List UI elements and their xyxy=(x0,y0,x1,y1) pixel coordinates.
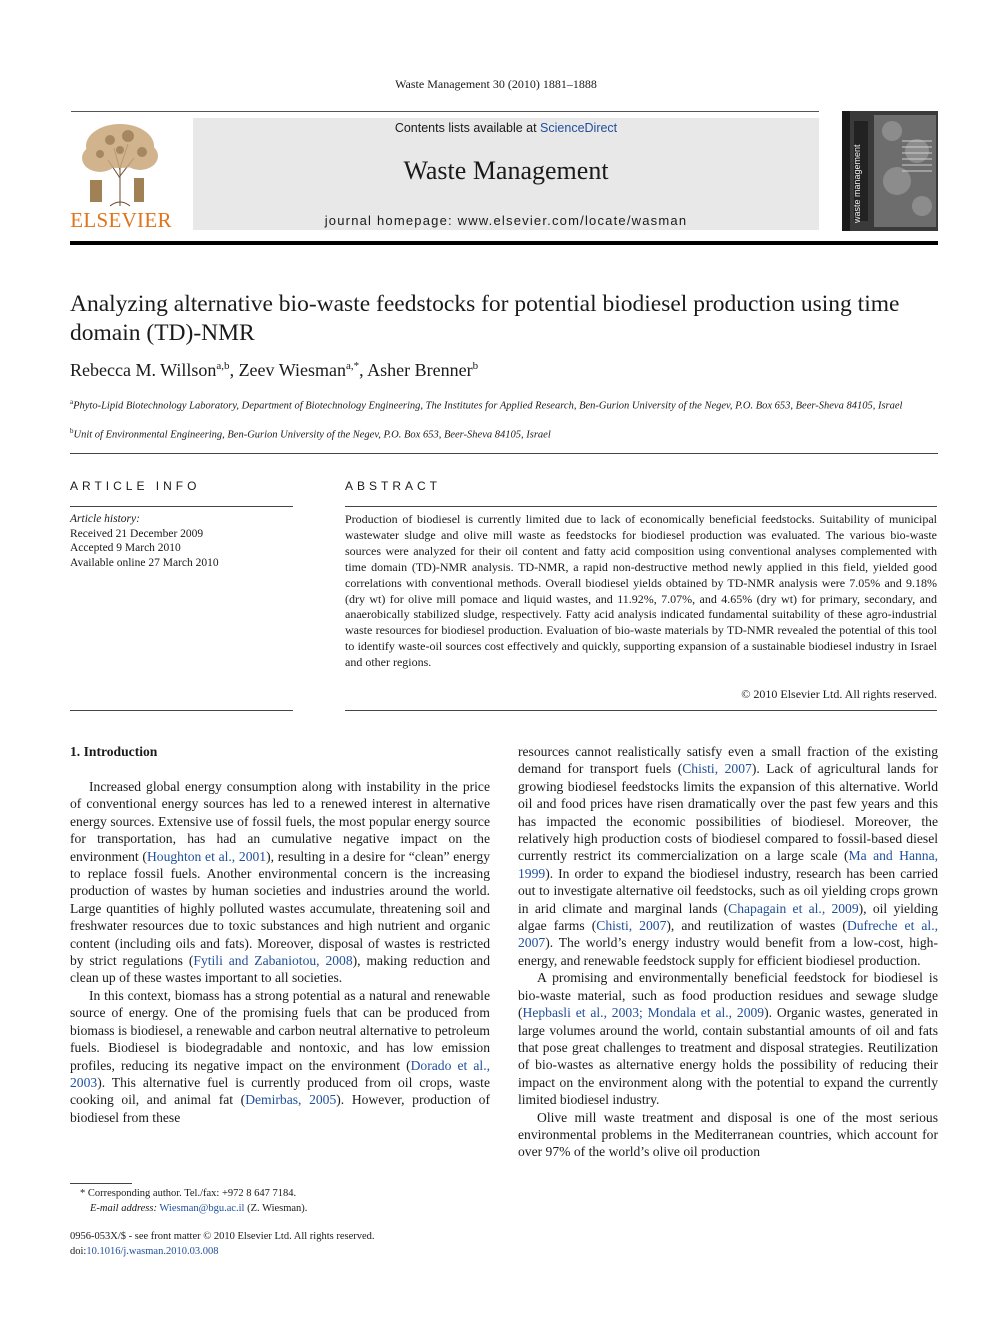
article-info-rule xyxy=(70,506,293,507)
article-history xyxy=(70,512,295,570)
elsevier-logo-text: ELSEVIER xyxy=(70,208,172,232)
email-link[interactable]: Wiesman@bgu.ac.il xyxy=(159,1203,245,1214)
doi-label: doi: xyxy=(70,1245,87,1257)
copyright-notice: © 2010 Elsevier Ltd. All rights reserved. xyxy=(741,687,937,701)
doi-link[interactable]: 10.1016/j.wasman.2010.03.008 xyxy=(86,1245,219,1257)
online-date: Available online 27 March 2010 xyxy=(70,556,219,569)
homepage-prefix: journal homepage: xyxy=(324,213,458,228)
journal-cover-image xyxy=(842,111,938,231)
paragraph-text: ), oil yielding algae farms ( xyxy=(518,900,938,934)
issn-line: 0956-053X/$ - see front matter © 2010 Elsevier Ltd. All rights reserved. xyxy=(70,1231,375,1242)
author-name: Asher Brenner xyxy=(367,360,473,380)
affiliation-text: Phyto-Lipid Biotechnology Laboratory, Department of Biotechnology Engineering, The Institutes for Applied Research, Ben-Gurion University of the Negev, P.O. Box 653, Beer-Sheva 84105, Israel xyxy=(73,400,903,412)
paragraph-text: ), resulting in a desire for “clean” energy to replace fossil fuels. Another environmental concern is the increasing production of wastes by human societies and industries around the world. Large quantities of highly polluted wastes accumulate, threatening soil and freshwater resources due to toxic substances and high nutrient and organic content (including oils and fats). Moreover, disposal of wastes is restricted by strict regulations ( xyxy=(70,848,490,969)
journal-homepage xyxy=(193,213,819,228)
body-column-left xyxy=(70,778,490,1126)
paragraph-text: resources cannot realistically satisfy even a small fraction of the existing demand for transport fuels ( xyxy=(518,744,938,777)
author-separator: , xyxy=(229,360,239,380)
body-paragraph xyxy=(70,778,490,987)
history-label: Article history: xyxy=(70,513,140,525)
citation-link[interactable]: Chapagain et al., 2009 xyxy=(728,900,859,916)
author-name: Rebecca M. Willson xyxy=(70,360,217,380)
article-info-heading: ARTICLE INFO xyxy=(70,479,201,493)
contents-line xyxy=(193,121,819,135)
body-paragraph xyxy=(70,987,490,1126)
citation-link[interactable]: Ma and Hanna, 1999 xyxy=(518,848,939,881)
header-thick-rule xyxy=(70,241,938,245)
body-paragraph xyxy=(518,1109,938,1161)
introduction-heading: 1. Introduction xyxy=(70,744,158,759)
paragraph-text: ). The world’s energy industry would benefit from a low-cost, high-energy, and renewable feedstock supply for efficient biodiesel production. xyxy=(518,935,938,968)
affiliation-marker: b xyxy=(70,427,74,435)
abstract-heading: ABSTRACT xyxy=(345,479,442,493)
cover-title-text: waste management xyxy=(852,144,862,223)
body-paragraph xyxy=(518,743,938,969)
author-name: Zeev Wiesman xyxy=(238,360,346,380)
page-footer xyxy=(70,1230,490,1259)
contents-prefix: Contents lists available at xyxy=(394,121,541,135)
author-affiliation-marker: a,b xyxy=(216,360,230,372)
accepted-date: Accepted 9 March 2010 xyxy=(70,542,181,554)
abstract-bottom-rule xyxy=(345,710,937,711)
citation-link[interactable]: Dufreche et al., 2007 xyxy=(518,918,939,951)
email-label: E-mail address: xyxy=(90,1203,157,1214)
citation-link[interactable]: Fytili and Zabaniotou, 2008 xyxy=(193,953,353,969)
received-date: Received 21 December 2009 xyxy=(70,527,204,540)
abstract-rule xyxy=(345,506,937,507)
corresponding-author-text: Corresponding author. Tel./fax: +972 8 647 7184. xyxy=(87,1188,297,1199)
body-paragraph xyxy=(518,969,938,1108)
paragraph-text: ). This alternative fuel is currently produced from oil crops, waste cooking oil, and animal fat ( xyxy=(70,1074,490,1108)
journal-title: Waste Management xyxy=(403,156,609,185)
paragraph-text: ). Lack of agricultural lands for growing biodiesel feedstocks limits the expansion of this alternative. World oil and food prices have risen dramatically over the past few years and this has impacted the economic possibilities of biodiesel. Moreover, the relatively high production costs of biodiesel compared to fossil-based diesel currently restrict its commercialization on a large scale ( xyxy=(518,761,939,864)
paragraph-text: ), making reduction and clean up of these wastes important to all societies. xyxy=(70,953,490,986)
corresponding-footnote xyxy=(70,1186,490,1216)
email-suffix: (Z. Wiesman). xyxy=(247,1203,308,1214)
article-info-bottom-rule xyxy=(70,710,293,711)
author-separator: , xyxy=(359,360,368,380)
author-affiliation-marker: b xyxy=(472,360,479,372)
journal-reference: Waste Management 30 (2010) 1881–1888 xyxy=(395,77,597,91)
citation-link[interactable]: Chisti, 2007 xyxy=(596,918,667,934)
citation-link[interactable]: Demirbas, 2005 xyxy=(245,1092,337,1108)
homepage-link[interactable]: www.elsevier.com/locate/wasman xyxy=(457,213,688,228)
paragraph-text: Olive mill waste treatment and disposal is one of the most serious environmental problems in the Mediterranean countries, which account for over 97% of the world’s olive oil production xyxy=(518,1109,938,1160)
paragraph-text: ). In order to expand the biodiesel industry, research has been carried out to investigate alternative oil feedstocks, such as oil yielding crops grown in arid climate and marginal lands ( xyxy=(518,865,938,916)
footnote-star: * xyxy=(80,1188,86,1199)
abstract-text: Production of biodiesel is currently limited due to lack of economically beneficial feedstocks. Suitability of municipal wastewater sludge and olive mill waste as feedstocks for biodiesel production was evaluated. The various bio-waste sources were analyzed for their oil content and fatty acid composition using conventional analyses complemented with time domain (TD)-NMR analysis. TD-NMR, a rapid non-destructive method newly applied in this field, yielded good correlations with conventional methods. Overall biodiesel yields obtained by TD-NMR analysis were 7.05% and 9.18% (dry wt) for olive mill pomace and liquid wastes, and 11.92%, 7.07%, and 4.65% (dry wt) for primary, secondary, and anaerobically stabilized sludge, respectively. Fatty acid analysis indicated fundamental suitability of these agro-industrial waste resources for biodiesel production. Evaluation of bio-waste materials by TD-NMR revealed the potential of this tool to identify waste-oil sources cost effectively and quickly, supporting expansion of a sustainable biodiesel industry in Israel and other regions. xyxy=(345,512,937,670)
paragraph-text: Increased global energy consumption along with instability in the price of conventional energy sources has led to a renewed interest in alternative energy sources. Extensive use of fossil fuels, the most popular energy source for transportation, has had an cumulative negative impact on the environment ( xyxy=(70,779,490,864)
paragraph-text: A promising and environmentally beneficial feedstock for biodiesel is bio-waste material, such as food production residues and sewage sludge ( xyxy=(518,970,938,1021)
paragraph-text: ). However, production of biodiesel from these xyxy=(70,1092,490,1125)
affiliation-a xyxy=(70,395,940,414)
sciencedirect-link[interactable]: ScienceDirect xyxy=(540,121,618,135)
body-column-right xyxy=(518,743,938,1161)
paragraph-text: In this context, biomass has a strong potential as a natural and renewable source of energy. One of the promising fuels that can be produced from biomass is biodiesel, a renewable and carbon neutral alternative to petroleum fuels. Biodiesel is biodegradable and nontoxic, and has low emission profiles, reducing its negative impact on the environment ( xyxy=(70,987,490,1073)
header-rule xyxy=(71,111,819,112)
author-list xyxy=(70,360,940,381)
footnote-rule xyxy=(70,1183,132,1184)
citation-link[interactable]: Houghton et al., 2001 xyxy=(146,848,267,864)
section-rule xyxy=(70,453,938,454)
citation-link[interactable]: Dorado et al., 2003 xyxy=(70,1057,490,1090)
citation-link[interactable]: Hepbasli et al., 2003; Mondala et al., 2009 xyxy=(522,1005,765,1021)
author-affiliation-marker: a,* xyxy=(345,360,360,372)
article-title: Analyzing alternative bio-waste feedstocks for potential biodiesel production using time domain (TD)-NMR xyxy=(70,291,900,346)
affiliation-text: Unit of Environmental Engineering, Ben-Gurion University of the Negev, P.O. Box 653, Beer-Sheva 84105, Israel xyxy=(73,429,551,441)
citation-link[interactable]: Chisti, 2007 xyxy=(682,761,752,777)
paragraph-text: ). Organic wastes, generated in large volumes around the world, contain substantial amounts of oil and fats that pose great challenges to treatment and disposal strategies. Reutilization of bio-wastes as alternative energy holds the possibility of reducing their impact on the environment along with the potential to expand the currently limited biodiesel industry. xyxy=(518,1005,938,1108)
affiliation-b xyxy=(70,424,940,443)
paragraph-text: ), and reutilization of wastes ( xyxy=(666,918,847,934)
affiliation-marker: a xyxy=(70,398,74,406)
